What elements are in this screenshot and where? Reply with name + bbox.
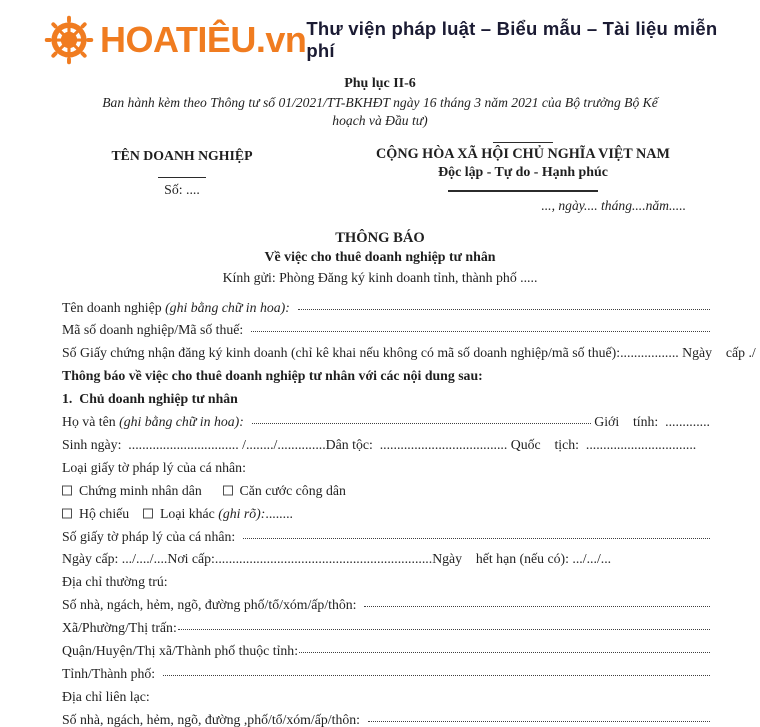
text: (ghi rõ): bbox=[218, 505, 266, 521]
checkbox-ho-chieu-label: Hộ chiếu bbox=[79, 505, 130, 521]
motto-underline bbox=[448, 190, 598, 191]
logo-wordmark bbox=[100, 19, 306, 61]
notice-recipient: Kính gửi: Phòng Đăng ký kinh doanh tỉnh, thành phố ..... bbox=[222, 269, 538, 285]
checkbox-can-cuoc-cong-dan-label: Căn cước công dân bbox=[239, 482, 346, 498]
checkbox-chung-minh-nhan-dan[interactable] bbox=[62, 484, 202, 498]
nation-motto: Độc lập - Tự do - Hạnh phúc bbox=[438, 165, 608, 181]
letterhead-right bbox=[302, 142, 744, 214]
text: Tỉnh/Thành phố: bbox=[62, 665, 163, 681]
notice-summary-heading bbox=[62, 369, 710, 383]
text: Tên doanh nghiệp bbox=[62, 299, 166, 315]
checkbox-can-cuoc-cong-dan[interactable] bbox=[223, 484, 346, 498]
text: Địa chỉ thường trú: bbox=[62, 574, 168, 590]
logo-tld: .vn bbox=[255, 19, 307, 60]
field-so-giay-chung-nhan bbox=[62, 345, 756, 361]
notice-subtitle: Về việc cho thuê doanh nghiệp tư nhân bbox=[264, 249, 496, 265]
field-xa-phuong bbox=[62, 621, 710, 635]
ship-wheel-icon bbox=[44, 15, 94, 65]
site-tagline: Thư viện pháp luật – Biểu mẫu – Tài liệu miễn phí bbox=[306, 18, 718, 61]
field-so-nha-lien-lac bbox=[62, 713, 710, 727]
appendix-title: Phụ lục II-6 bbox=[344, 76, 416, 91]
appendix-note-line2: hoạch và Đầu tư) bbox=[332, 113, 428, 128]
checkbox-chung-minh-nhan-dan-label: Chứng minh nhân dân bbox=[79, 482, 202, 498]
text: Thông báo về việc cho thuê doanh nghiệp tư nhân với các nội dung sau: bbox=[62, 368, 483, 384]
label-dia-chi-lien-lac bbox=[62, 690, 710, 704]
appendix-note-line1: Ban hành kèm theo Thông tư số 01/2021/TT-BKHĐT ngày 16 tháng 3 năm 2021 của Bộ trưởng Bộ Kế bbox=[102, 95, 658, 110]
text bbox=[202, 484, 223, 498]
text: Họ và tên bbox=[62, 414, 120, 430]
field-ngay-cap bbox=[62, 552, 710, 566]
checkbox-can-cuoc-cong-dan-box[interactable] bbox=[223, 485, 233, 495]
text: ........ bbox=[265, 505, 293, 521]
field-ten-doanh-nghiep bbox=[62, 301, 710, 315]
text: (ghi bằng chữ in hoa): bbox=[165, 299, 290, 315]
field-so-giay-to bbox=[62, 530, 710, 544]
nation-title: CỘNG HÒA XÃ HỘI CHỦ NGHĨA VIỆT NAM bbox=[376, 146, 670, 163]
form-lines bbox=[0, 301, 760, 727]
document-number: Số: .... bbox=[164, 182, 200, 198]
text bbox=[244, 415, 251, 429]
notice-block bbox=[0, 230, 760, 286]
notice-title: THÔNG BÁO bbox=[335, 229, 425, 246]
date-line: ..., ngày.... tháng....năm..... bbox=[541, 197, 686, 213]
text: Số nhà, ngách, hẻm, ngõ, đường phố/tổ/xóm/ấp/thôn: bbox=[62, 597, 364, 613]
checkbox-ho-chieu[interactable] bbox=[62, 507, 129, 521]
logo-text: HOATIÊU bbox=[100, 19, 256, 60]
checkbox-loai-khac[interactable] bbox=[143, 507, 218, 521]
nation-overline bbox=[493, 142, 553, 143]
text: Số nhà, ngách, hẻm, ngõ, đường ,phố/tổ/xóm/ấp/thôn: bbox=[62, 711, 367, 727]
text: Mã số doanh nghiệp/Mã số thuế: bbox=[62, 322, 251, 338]
text: Số Giấy chứng nhận đăng ký kinh doanh (chỉ kê khai nếu không có mã số doanh nghiệp/mã số thuế):................. Ngày cấp ./ bbox=[62, 345, 756, 361]
label-loai-giay-to bbox=[62, 461, 710, 475]
text: Địa chỉ liên lạc: bbox=[62, 688, 150, 704]
letterhead-left bbox=[62, 142, 302, 214]
field-sinh-ngay bbox=[62, 438, 710, 452]
checkbox-loai-khac-label: Loại khác bbox=[160, 505, 219, 521]
appendix-block bbox=[0, 76, 760, 130]
checkbox-row-2 bbox=[62, 507, 710, 521]
field-ho-va-ten bbox=[62, 415, 710, 429]
text bbox=[290, 301, 297, 315]
label-dia-chi-thuong-tru bbox=[62, 575, 710, 589]
text: Sinh ngày: ................................ /......../..............Dân tộc: ..................................... Quốc tịch: ................................ bbox=[62, 436, 697, 452]
appendix-note bbox=[0, 94, 760, 130]
text bbox=[129, 507, 143, 521]
checkbox-row-1 bbox=[62, 484, 710, 498]
text: 1. Chủ doanh nghiệp tư nhân bbox=[62, 391, 238, 407]
text: Ngày cấp: .../..../....Nơi cấp:...............................................................Ngày hết hạn (nếu có): .../.../... bbox=[62, 551, 612, 567]
checkbox-loai-khac-box[interactable] bbox=[143, 508, 153, 518]
checkbox-ho-chieu-box[interactable] bbox=[62, 508, 72, 518]
company-name-label: TÊN DOANH NGHIỆP bbox=[111, 148, 253, 163]
text: Giới tính: ............. bbox=[590, 414, 710, 430]
text: Xã/Phường/Thị trấn: bbox=[62, 620, 177, 636]
field-quan-huyen bbox=[62, 644, 710, 658]
letterhead bbox=[0, 142, 760, 214]
text: (ghi bằng chữ in hoa): bbox=[119, 414, 244, 430]
section-1-heading bbox=[62, 392, 710, 406]
field-so-nha-thuong-tru bbox=[62, 598, 710, 612]
field-ma-so-doanh-nghiep bbox=[62, 323, 710, 337]
company-underline bbox=[158, 177, 206, 178]
text: Quận/Huyện/Thị xã/Thành phố thuộc tỉnh: bbox=[62, 642, 299, 658]
field-tinh-thanh-pho bbox=[62, 667, 710, 681]
site-header bbox=[0, 0, 760, 68]
text: Loại giấy tờ pháp lý của cá nhân: bbox=[62, 459, 246, 475]
checkbox-chung-minh-nhan-dan-box[interactable] bbox=[62, 485, 72, 495]
text: Số giấy tờ pháp lý của cá nhân: bbox=[62, 528, 243, 544]
hoatieu-logo[interactable] bbox=[44, 15, 306, 65]
